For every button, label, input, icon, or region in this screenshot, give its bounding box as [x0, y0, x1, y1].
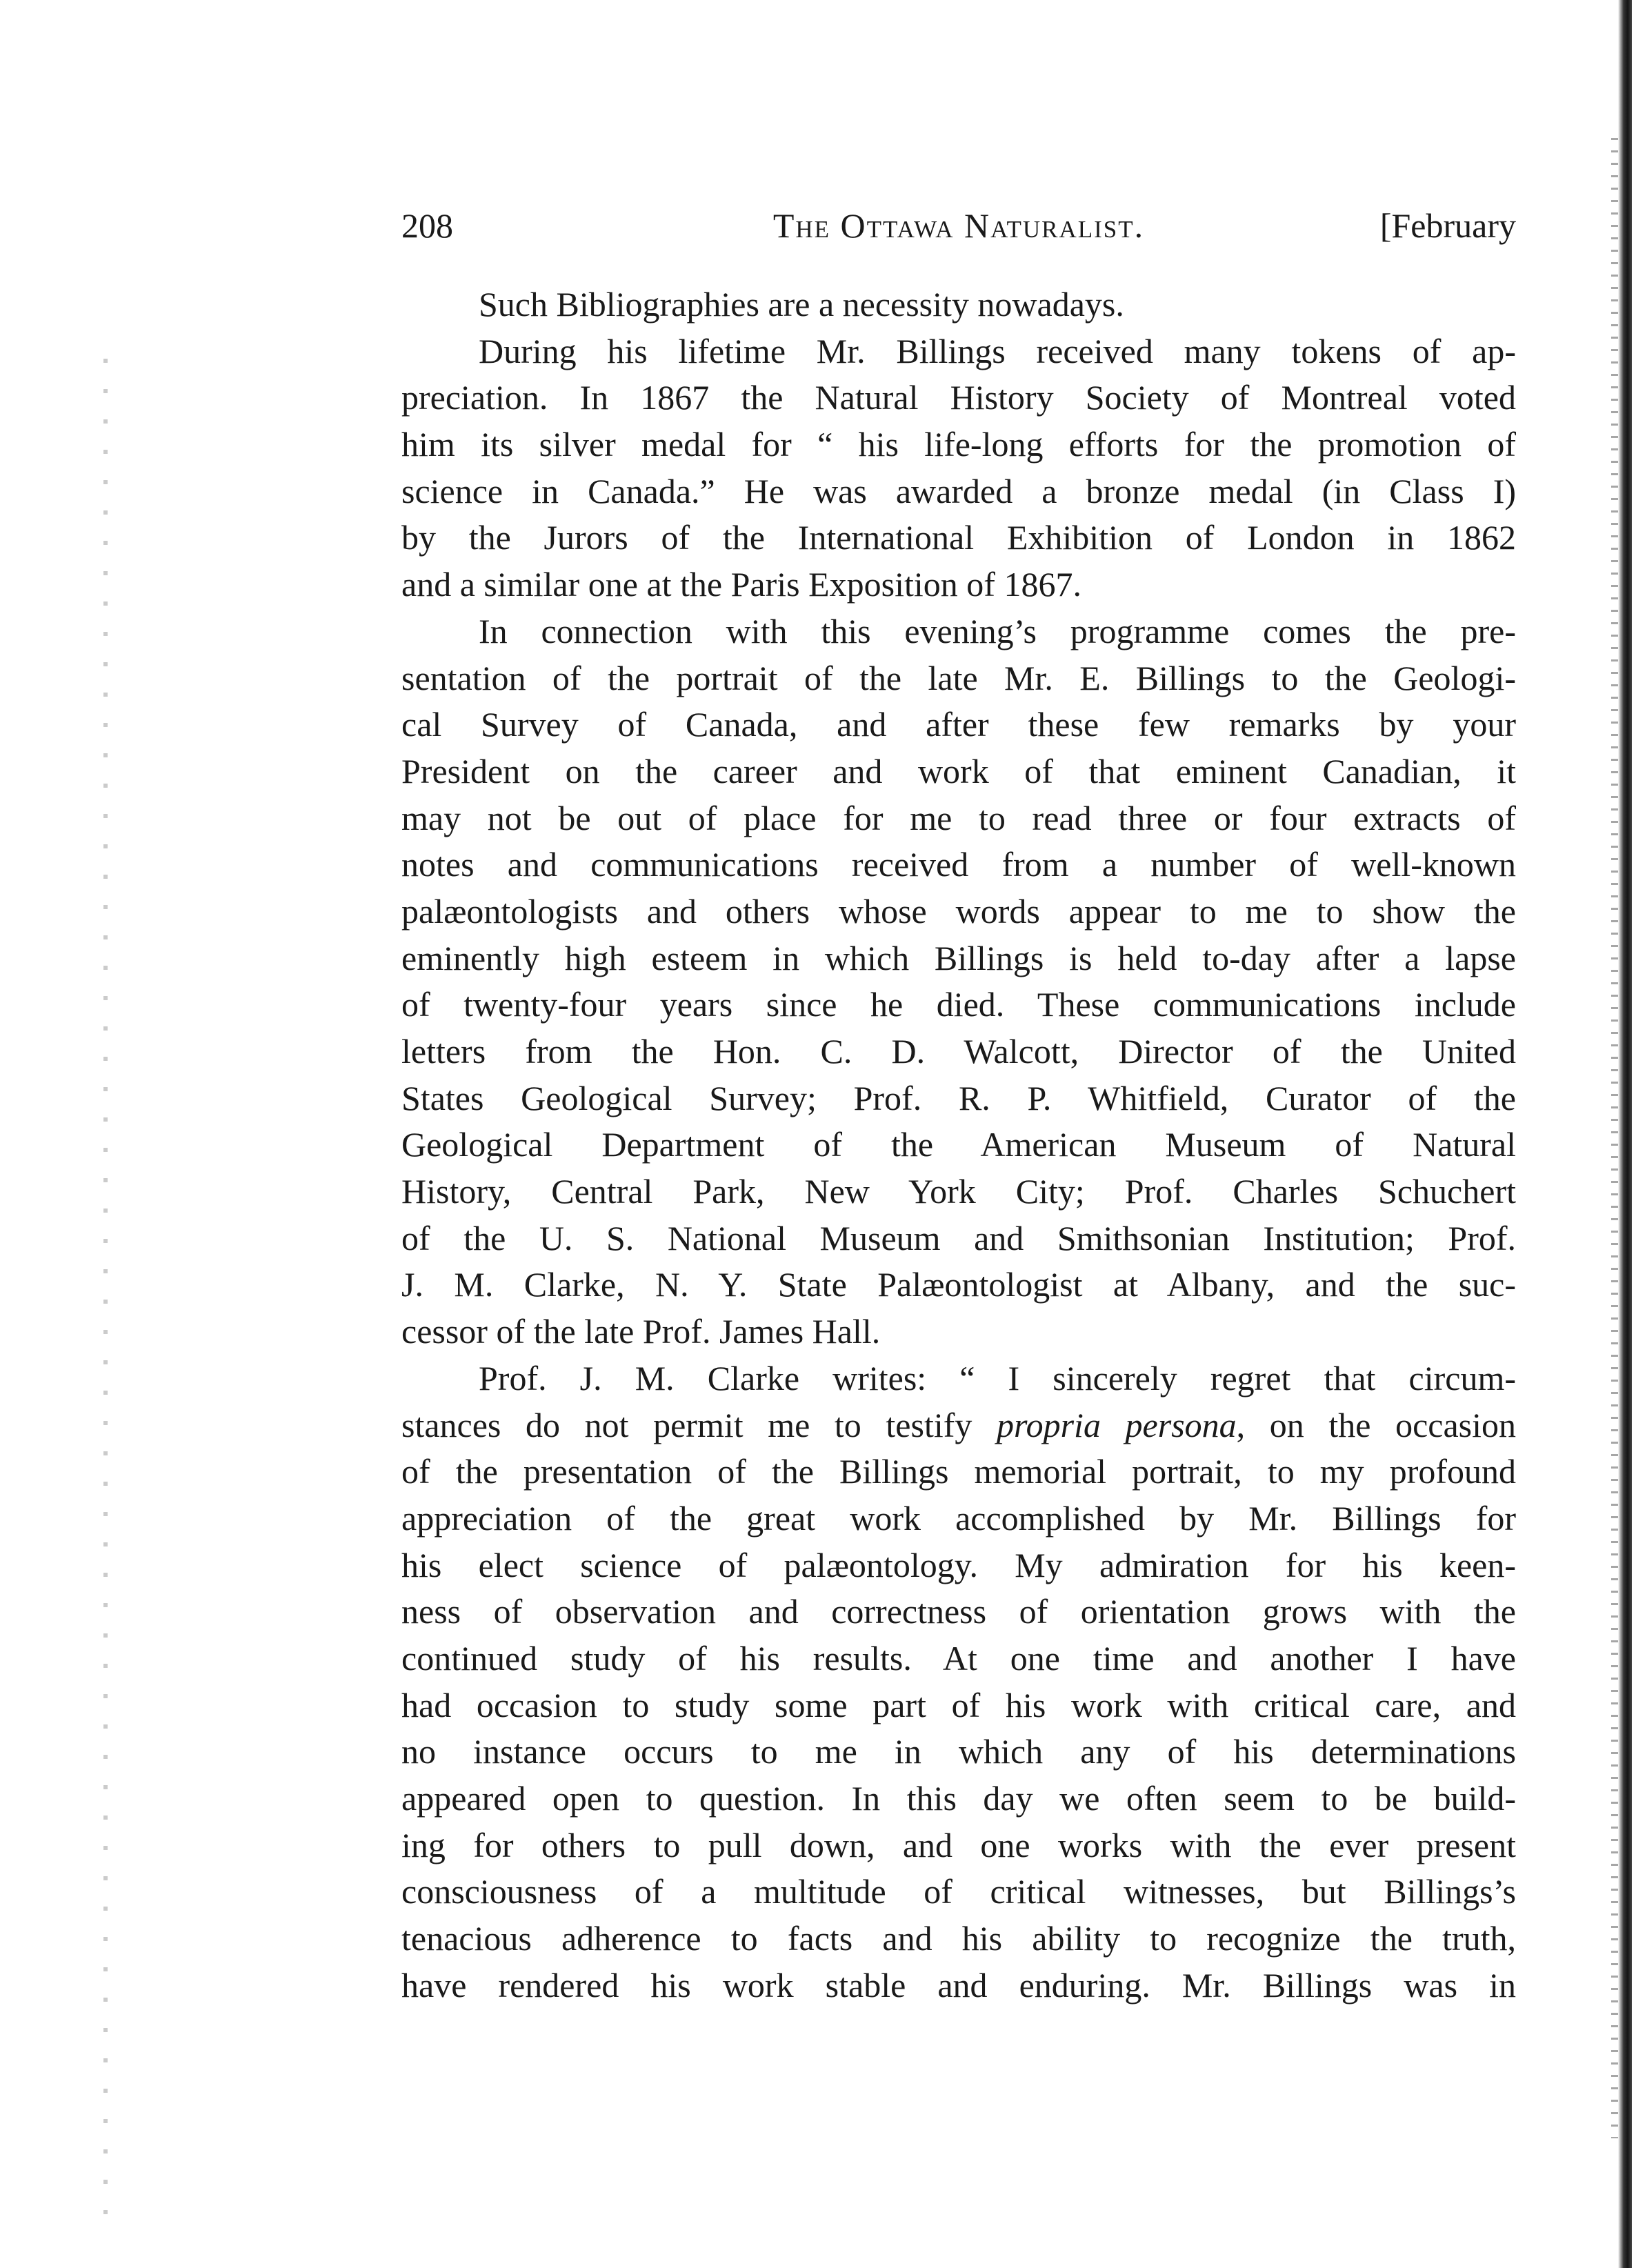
- text-line: eminently high esteem in which Billings is held to-day after a lapse: [401, 938, 1516, 977]
- text-line: him its silver medal for “ his life-long efforts for the promotion of: [401, 425, 1516, 464]
- text-line: of the presentation of the Billings memorial portrait, to my profound: [401, 1452, 1516, 1491]
- paragraph: [401, 608, 1516, 1355]
- text-line: notes and communications received from a number of well-known: [401, 845, 1516, 884]
- text-line: no instance occurs to me in which any of his determinations: [401, 1732, 1516, 1771]
- paragraph: [401, 1355, 1516, 2009]
- page-edge-specks: [1611, 138, 1618, 2138]
- text-segment: stances do not permit me to testify: [401, 1405, 997, 1444]
- text-line: consciousness of a multitude of critical witnesses, but Billings’s: [401, 1872, 1516, 1911]
- text-line: and a similar one at the Paris Exposition of 1867.: [401, 565, 1081, 604]
- text-line: appreciation of the great work accomplished by Mr. Billings for: [401, 1498, 1516, 1538]
- text-line: History, Central Park, New York City; Prof. Charles Schuchert: [401, 1172, 1516, 1211]
- margin-specks: [103, 359, 108, 2221]
- text-line: may not be out of place for me to read three or four extracts of: [401, 798, 1516, 837]
- text-line: preciation. In 1867 the Natural History Society of Montreal voted: [401, 378, 1516, 417]
- text-line: by the Jurors of the International Exhibition of London in 1862: [401, 518, 1516, 557]
- text-line: letters from the Hon. C. D. Walcott, Director of the United: [401, 1032, 1516, 1071]
- text-line: ness of observation and correctness of orientation grows with the: [401, 1592, 1516, 1631]
- text-line: his elect science of palæontology. My admiration for his keen-: [401, 1545, 1516, 1584]
- text-line: In connection with this evening’s programme comes the pre-: [479, 611, 1516, 650]
- text-line: science in Canada.” He was awarded a bronze medal (in Class I): [401, 471, 1516, 510]
- paragraph: [401, 281, 1516, 328]
- text-line: Prof. J. M. Clarke writes: “ I sincerely regret that circum-: [479, 1358, 1516, 1397]
- text-segment: , on the occasion: [1236, 1405, 1516, 1444]
- article-body: [401, 281, 1516, 2009]
- running-header: [401, 201, 1516, 250]
- text-line: of twenty-four years since he died. These communications include: [401, 985, 1516, 1024]
- text-line: tenacious adherence to facts and his ability to recognize the truth,: [401, 1919, 1516, 1958]
- text-line: During his lifetime Mr. Billings received many tokens of ap-: [479, 331, 1516, 370]
- text-line: appeared open to question. In this day we often seem to be build-: [401, 1779, 1516, 1818]
- page-edge-shadow: [1618, 0, 1632, 2268]
- journal-title: The Ottawa Naturalist.: [772, 206, 1145, 245]
- text-line: have rendered his work stable and enduring. Mr. Billings was in: [401, 1965, 1516, 2005]
- text-line: cessor of the late Prof. James Hall.: [401, 1312, 881, 1351]
- paragraph: [401, 328, 1516, 608]
- text-line: cal Survey of Canada, and after these few remarks by your: [401, 705, 1516, 744]
- text-line: of the U. S. National Museum and Smithsonian Institution; Prof.: [401, 1218, 1516, 1257]
- latin-phrase: propria persona: [997, 1405, 1237, 1444]
- text-line: Geological Department of the American Museum of Natural: [401, 1125, 1516, 1164]
- text-line: sentation of the portrait of the late Mr. E. Billings to the Geologi-: [401, 658, 1516, 697]
- page-number: 208: [401, 206, 453, 245]
- text-line: States Geological Survey; Prof. R. P. Whitfield, Curator of the: [401, 1078, 1516, 1117]
- text-line: palæontologists and others whose words appear to me to show the: [401, 891, 1516, 931]
- issue-month: [February: [1379, 206, 1516, 245]
- text-line: ing for others to pull down, and one works with the ever present: [401, 1825, 1516, 1864]
- text-line: Such Bibliographies are a necessity nowadays.: [479, 285, 1124, 324]
- text-line: J. M. Clarke, N. Y. State Palæontologist at Albany, and the suc-: [401, 1265, 1516, 1304]
- text-line: had occasion to study some part of his work with critical care, and: [401, 1685, 1516, 1724]
- text-line: continued study of his results. At one time and another I have: [401, 1638, 1516, 1678]
- text-line: President on the career and work of that eminent Canadian, it: [401, 751, 1516, 790]
- text-line-with-italic: [401, 1402, 1516, 1449]
